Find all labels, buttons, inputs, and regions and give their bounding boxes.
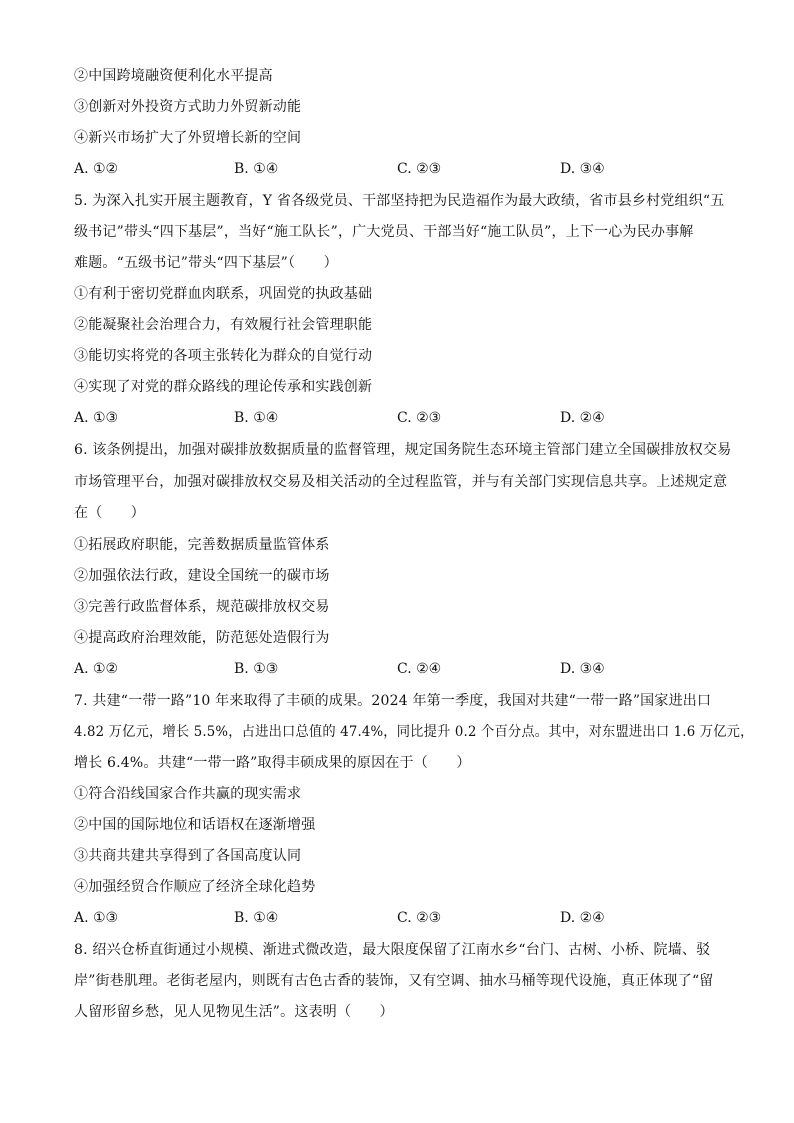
q6-option-4: ④提高政府治理效能，防范惩处造假行为 — [74, 630, 330, 646]
q6-choice-a[interactable]: A. ①② — [74, 661, 119, 677]
q7-option-1: ①符合沿线国家合作共赢的现实需求 — [74, 786, 302, 802]
q4-choice-c[interactable]: C. ②③ — [397, 161, 442, 177]
q5-choices — [74, 408, 734, 428]
q7-choice-b[interactable]: B. ①④ — [234, 910, 279, 926]
q5-choice-c[interactable]: C. ②③ — [397, 410, 442, 426]
q4-choice-b[interactable]: B. ①④ — [234, 161, 279, 177]
q6-stem-line: 在（ ） — [74, 505, 145, 521]
q8-stem-line: 人留形留乡愁，见人见物见生活”。这表明（ ） — [74, 1004, 394, 1020]
q4-option-2: ②中国跨境融资便利化水平提高 — [74, 68, 273, 84]
q5-choice-a[interactable]: A. ①③ — [74, 410, 119, 426]
q4-choices — [74, 159, 734, 179]
q4-option-3: ③创新对外投资方式助力外贸新动能 — [74, 99, 302, 115]
q4-choice-a[interactable]: A. ①② — [74, 161, 119, 177]
q6-option-1: ①拓展政府职能，完善数据质量监管体系 — [74, 537, 330, 553]
q7-option-2: ②中国的国际地位和话语权在逐渐增强 — [74, 817, 316, 833]
q7-option-3: ③共商共建共享得到了各国高度认同 — [74, 848, 302, 864]
q8-stem-line: 8. 绍兴仓桥直街通过小规模、渐进式微改造，最大限度保留了江南水乡“台门、古树、小桥、院墙、驳 — [74, 942, 711, 958]
q7-stem-line: 7. 共建“一带一路”10 年来取得了丰硕的成果。2024 年第一季度，我国对共建“一带一路”国家进出口 — [74, 693, 712, 709]
q8-stem-line: 岸”街巷肌理。老街老屋内，则既有古色古香的装饰，又有空调、抽水马桶等现代设施，真正体现了“留 — [74, 973, 714, 989]
q7-stem-line: 4.82 万亿元，增长 5.5%，占进出口总值的 47.4%，同比提升 0.2 个百分点。其中，对东盟进出口 1.6 万亿元， — [74, 724, 754, 740]
q6-option-2: ②加强依法行政，建设全国统一的碳市场 — [74, 568, 330, 584]
q5-option-4: ④实现了对党的群众路线的理论传承和实践创新 — [74, 379, 373, 395]
q6-stem-line: 市场管理平台，加强对碳排放权交易及相关活动的全过程监管，并与有关部门实现信息共享。上述规定意 — [74, 474, 728, 490]
q5-stem-line: 级书记”带头“四下基层”，当好“施工队长”，广大党员、干部当好“施工队员”，上下一心为民办事解 — [74, 224, 694, 240]
q5-choice-d[interactable]: D. ②④ — [560, 410, 605, 426]
q6-choice-b[interactable]: B. ①③ — [234, 661, 279, 677]
q5-option-3: ③能切实将党的各项主张转化为群众的自觉行动 — [74, 348, 373, 364]
q6-option-3: ③完善行政监督体系，规范碳排放权交易 — [74, 599, 330, 615]
q6-choice-d[interactable]: D. ③④ — [560, 661, 605, 677]
q5-option-1: ①有利于密切党群血肉联系，巩固党的执政基础 — [74, 286, 373, 302]
q4-option-4: ④新兴市场扩大了外贸增长新的空间 — [74, 130, 302, 146]
q4-choice-d[interactable]: D. ③④ — [560, 161, 605, 177]
q5-stem-line: 难题。“五级书记”带头“四下基层”（ ） — [74, 255, 338, 271]
q7-choice-d[interactable]: D. ②④ — [560, 910, 605, 926]
q6-choices — [74, 659, 734, 679]
q5-stem-line: 5. 为深入扎实开展主题教育，Y 省各级党员、干部坚持把为民造福作为最大政绩，省市县乡村党组织“五 — [74, 193, 725, 209]
q7-stem-line: 增长 6.4%。共建“一带一路”取得丰硕成果的原因在于（ ） — [74, 755, 471, 771]
q6-choice-c[interactable]: C. ②④ — [397, 661, 442, 677]
q7-choice-a[interactable]: A. ①③ — [74, 910, 119, 926]
q5-choice-b[interactable]: B. ①④ — [234, 410, 279, 426]
q6-stem-line: 6. 该条例提出，加强对碳排放数据质量的监督管理，规定国务院生态环境主管部门建立全国碳排放权交易 — [74, 442, 732, 458]
q7-option-4: ④加强经贸合作顺应了经济全球化趋势 — [74, 879, 316, 895]
q7-choices — [74, 908, 734, 928]
q7-choice-c[interactable]: C. ②③ — [397, 910, 442, 926]
q5-option-2: ②能凝聚社会治理合力，有效履行社会管理职能 — [74, 317, 373, 333]
